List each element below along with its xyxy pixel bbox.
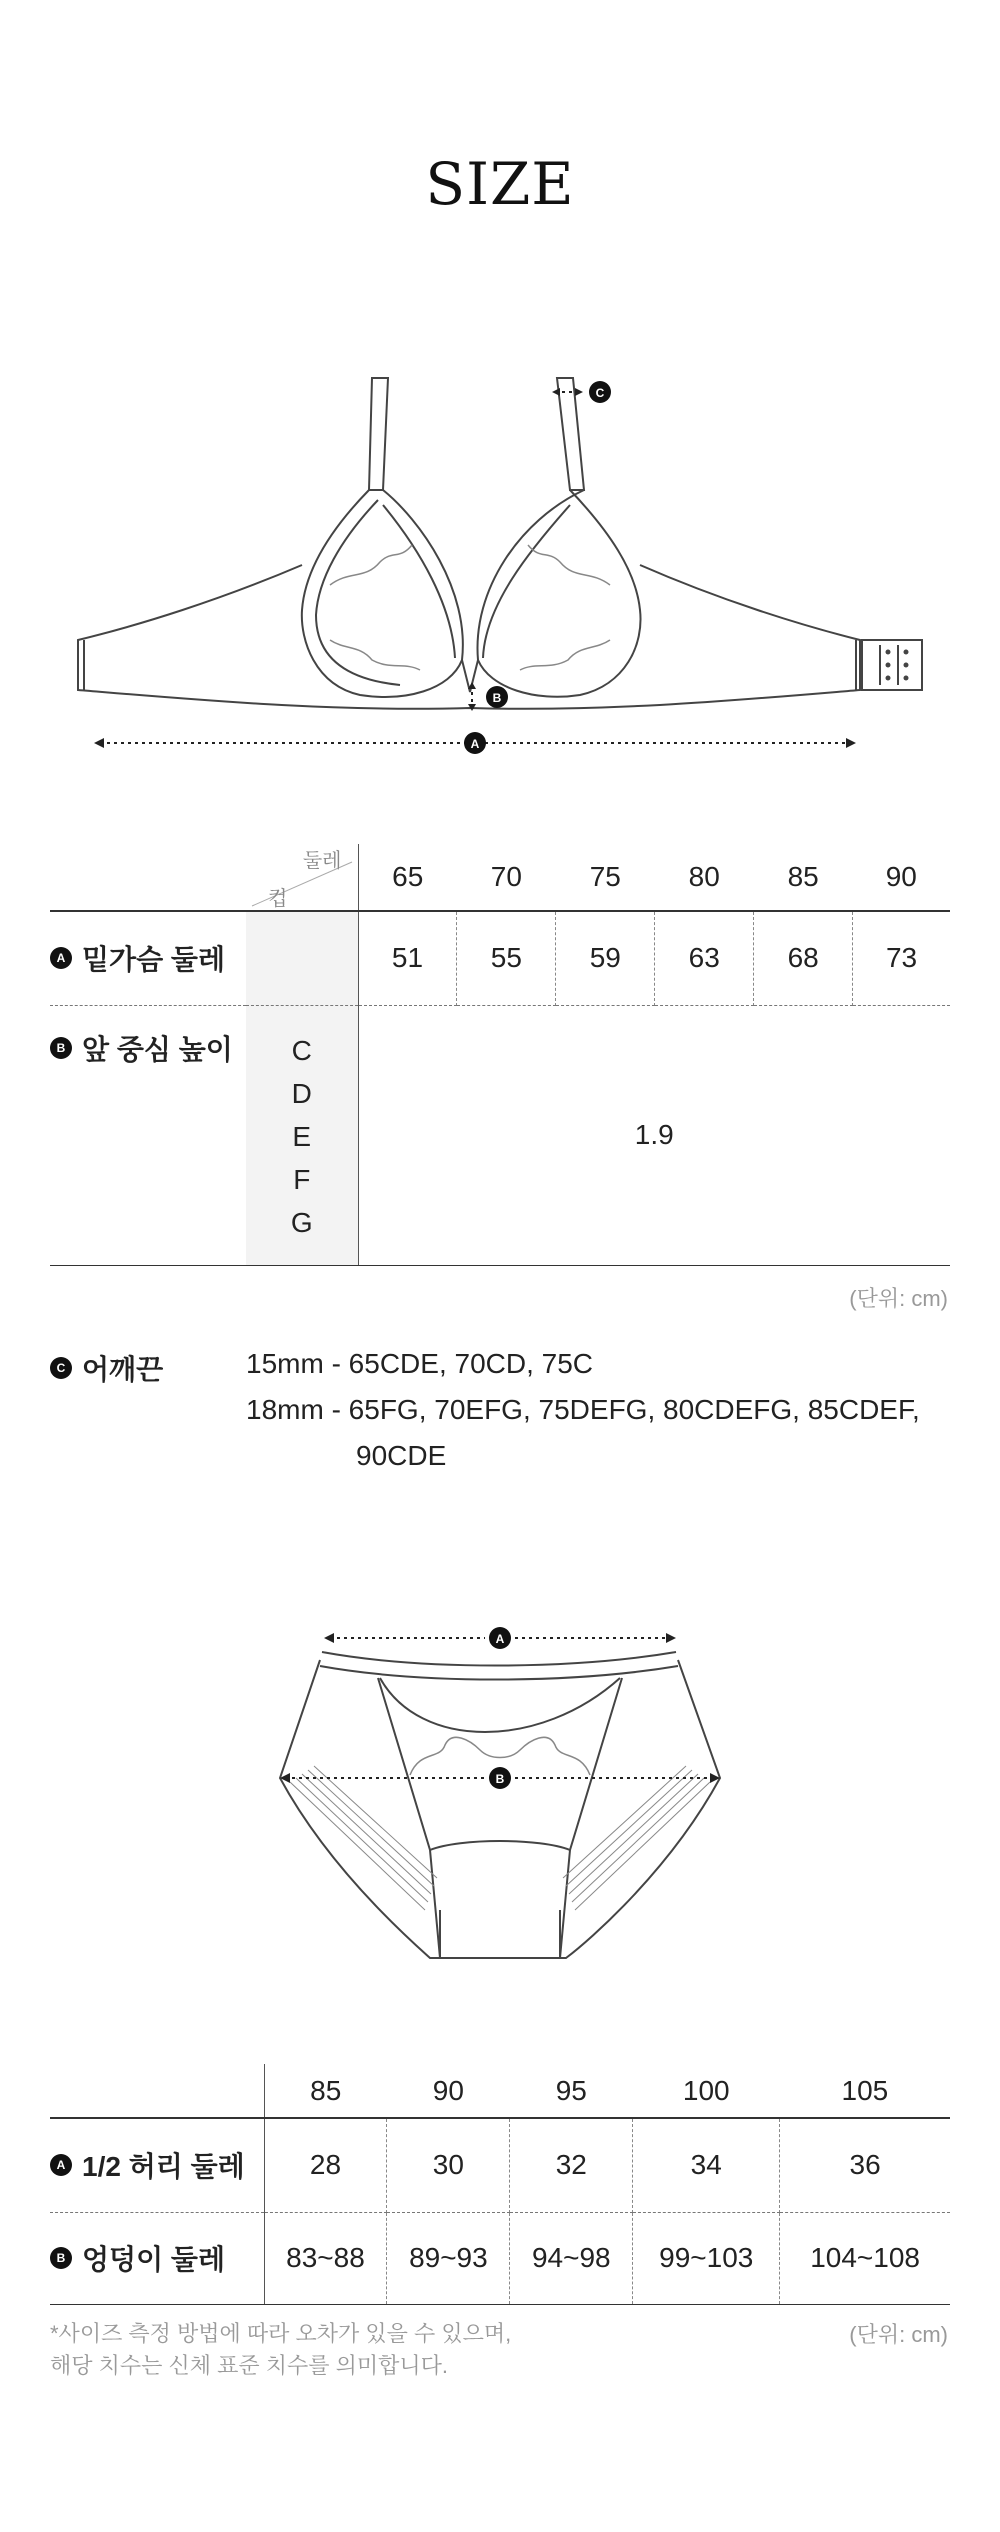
panty-size: 100: [633, 2064, 780, 2118]
table-cell: 32: [510, 2118, 633, 2212]
row-label: [50, 1005, 246, 1265]
hip-label: 엉덩이 둘레: [82, 2244, 226, 2275]
cup-size: G: [290, 1206, 313, 1238]
table-cell: 73: [853, 911, 950, 1005]
table-row: [50, 911, 950, 1005]
table-cell: 94~98: [510, 2212, 633, 2304]
table-header-row: [50, 2064, 950, 2118]
table-cell: 104~108: [780, 2212, 950, 2304]
table-cell: 55: [457, 911, 556, 1005]
row-label: [50, 2118, 264, 2212]
cup-size: F: [293, 1163, 311, 1195]
table-cell: 99~103: [633, 2212, 780, 2304]
marker-a-badge: [489, 1627, 511, 1649]
underbust-label: 밑가슴 둘레: [82, 944, 226, 976]
table-row: [50, 1005, 950, 1265]
panty-size: 90: [387, 2064, 510, 2118]
center-height-value: 1.9: [358, 1005, 950, 1265]
footnote: [50, 2318, 511, 2382]
band-size: 75: [556, 844, 655, 911]
unit-label: (단위: cm): [849, 2322, 948, 2347]
footnote-line: *사이즈 측정 방법에 따라 오차가 있을 수 있으며,: [50, 2321, 512, 2346]
panty-size: 105: [780, 2064, 950, 2118]
table-cell: 68: [754, 911, 853, 1005]
svg-text:A: A: [495, 1632, 505, 1646]
corner-cell: [246, 844, 358, 911]
table-cell: 30: [387, 2118, 510, 2212]
marker-a-badge: A: [50, 947, 72, 969]
corner-cup-label: 컵: [268, 888, 288, 910]
strap-line: 15mm - 65CDE, 70CD, 75C: [246, 1348, 594, 1379]
svg-text:B: B: [495, 1772, 505, 1786]
band-size: 85: [754, 844, 853, 911]
marker-b-badge: B: [50, 1037, 72, 1059]
marker-a-badge: [464, 732, 486, 754]
center-height-label: 앞 중심 높이: [82, 1033, 233, 1065]
strap-line: 18mm - 65FG, 70EFG, 75DEFG, 80CDEFG, 85CDEF,: [246, 1394, 920, 1425]
unit-label: (단위: cm): [849, 1286, 948, 1311]
cup-size: E: [292, 1120, 312, 1152]
cup-list-cell: [246, 1005, 358, 1265]
table-cell: 36: [780, 2118, 950, 2212]
marker-c-badge: [589, 381, 611, 403]
cup-size: C: [291, 1034, 312, 1066]
marker-b-badge: [489, 1767, 511, 1789]
marker-b-badge: [486, 686, 508, 708]
marker-b-badge: B: [50, 2247, 72, 2269]
bra-size-table: [50, 844, 950, 1266]
band-size: 70: [457, 844, 556, 911]
table-cell: 83~88: [264, 2212, 387, 2304]
svg-text:B: B: [492, 691, 502, 705]
table-header-row: [50, 844, 950, 911]
footnote-line: 해당 치수는 신체 표준 치수를 의미합니다.: [50, 2353, 448, 2378]
strap-line: 90CDE: [356, 1440, 447, 1471]
svg-text:A: A: [470, 737, 480, 751]
corner-cell: [50, 2064, 264, 2118]
half-waist-label: 1/2 허리 둘레: [82, 2151, 245, 2183]
table-cell: 89~93: [387, 2212, 510, 2304]
bra-illustration: [0, 340, 1000, 770]
strap-label: 어깨끈: [82, 1354, 164, 1385]
band-size: 65: [358, 844, 457, 911]
band-size: 80: [655, 844, 754, 911]
strap-label-wrap: [50, 1348, 163, 1388]
panty-size: 95: [510, 2064, 633, 2118]
row-label: [50, 2212, 264, 2304]
row-label: [50, 911, 246, 1005]
table-cell: 51: [358, 911, 457, 1005]
cup-size: D: [291, 1077, 312, 1109]
table-cell: 63: [655, 911, 754, 1005]
cup-cell: [246, 911, 358, 1005]
panty-illustration: [0, 1610, 1000, 1990]
page-title: SIZE: [425, 150, 575, 218]
band-size: 90: [853, 844, 950, 911]
marker-a-badge: A: [50, 2154, 72, 2176]
corner-band-label: 둘레: [302, 850, 342, 872]
svg-text:C: C: [595, 386, 605, 400]
marker-c-badge: C: [50, 1357, 72, 1379]
table-row: [50, 2118, 950, 2212]
panty-size: 85: [264, 2064, 387, 2118]
table-cell: 28: [264, 2118, 387, 2212]
table-cell: 59: [556, 911, 655, 1005]
table-cell: 34: [633, 2118, 780, 2212]
table-row: [50, 2212, 950, 2304]
panty-size-table: [50, 2064, 950, 2305]
